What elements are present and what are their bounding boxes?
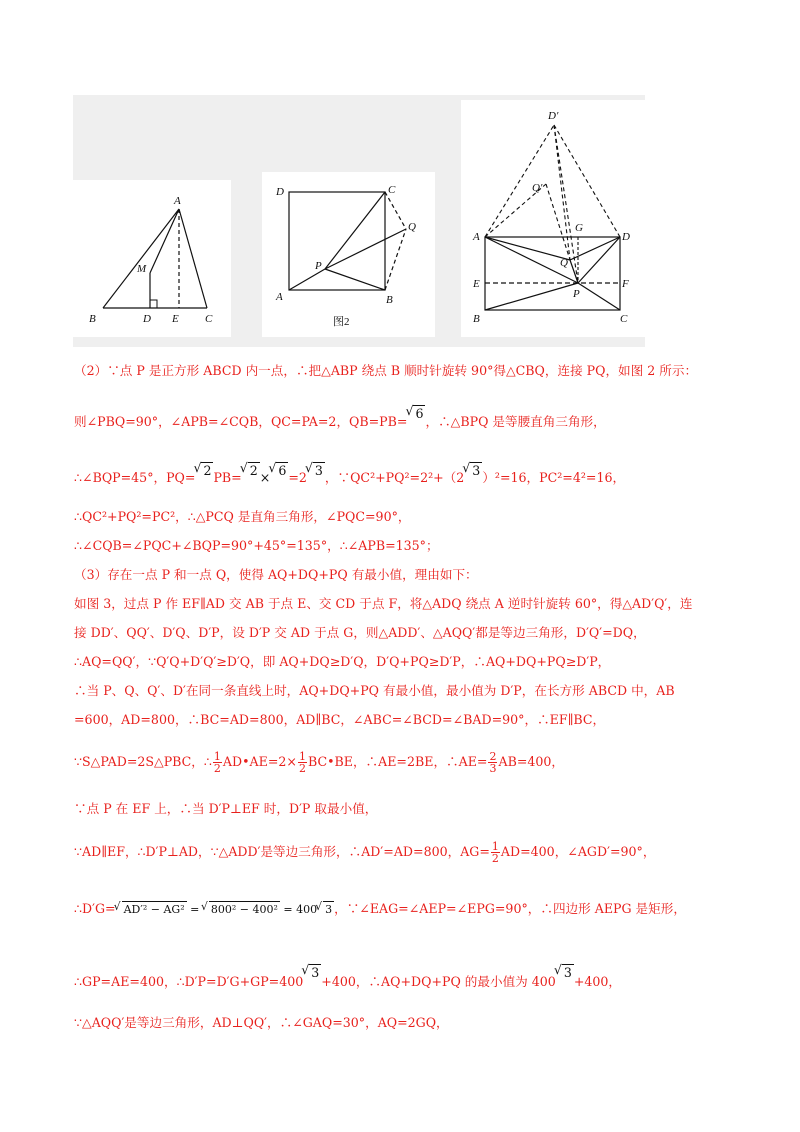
- frac-two-thirds-den: 3: [489, 762, 497, 775]
- l2-text-b: ，∴△BPQ 是等腰直角三角形，: [425, 414, 606, 429]
- fig2-label-d: D: [276, 186, 284, 198]
- solution-line-15: [74, 901, 686, 918]
- solution-line-4: ∴QC²+PQ²=PC²，∴△PCQ 是直角三角形，∠PQC=90°，: [74, 509, 411, 524]
- frac-two-thirds-num: 2: [489, 750, 497, 763]
- fig3-label-d: D: [622, 231, 630, 243]
- sqrt-ad-ag: √ AD′² − AG²: [122, 901, 187, 918]
- figure-1-triangle: [73, 180, 231, 337]
- solution-line-17: ∵△AQQ′是等边三角形，AD⊥QQ′，∴∠GAQ=30°，AQ=2GQ，: [74, 1015, 449, 1030]
- figure-2-square: [262, 172, 435, 337]
- l12-text-a: ∵S△PAD=2S△PBC，∴: [74, 754, 212, 769]
- fig2-label-b: B: [386, 294, 393, 306]
- fig3-label-b: B: [473, 313, 480, 325]
- figure-3-svg: [461, 100, 645, 337]
- sqrt-3-b: √ 3: [470, 462, 482, 479]
- frac-half-c-num: 1: [491, 840, 499, 853]
- l15-text-a: ∴D′G=: [74, 901, 116, 916]
- frac-half-a: [213, 751, 222, 774]
- solution-line-16: [74, 965, 622, 990]
- fig3-label-g: G: [575, 222, 583, 234]
- frac-half-c-den: 2: [491, 852, 499, 865]
- l3-text-f: ）²=16，PC²=4²=16，: [482, 470, 626, 485]
- fig2-label-a: A: [276, 291, 283, 303]
- solution-line-13: ∵点 P 在 EF 上，∴当 D′P⊥EF 时，D′P 取最小值，: [74, 801, 378, 816]
- fig3-label-a: A: [473, 231, 480, 243]
- fig3-label-p: P: [573, 288, 580, 300]
- sqrt-800-400: √ 800² − 400²: [209, 901, 280, 918]
- fig2-label-p: P: [315, 260, 322, 272]
- frac-half-a-num: 1: [213, 750, 221, 763]
- solution-line-3: [74, 463, 626, 486]
- fig1-label-b: B: [89, 313, 96, 325]
- frac-half-b-num: 1: [298, 750, 306, 763]
- fig1-label-m: M: [137, 263, 147, 275]
- l12-text-b: AD•AE=2×: [222, 754, 297, 769]
- l3-times: ×: [259, 470, 271, 485]
- l12-text-c: BC•BE，∴AE=2BE，∴AE=: [307, 754, 488, 769]
- l3-text-a: ∴∠BQP=45°，PQ=: [74, 470, 196, 485]
- fig3-label-e: E: [473, 278, 480, 290]
- solution-line-2: [74, 406, 606, 430]
- sqrt-2-a: √ 2: [201, 462, 213, 479]
- sqrt-6: √ 6: [413, 405, 425, 422]
- sqrt-3-a: √ 3: [313, 462, 325, 479]
- l3-text-b: PB=: [213, 470, 242, 485]
- frac-two-thirds: [488, 751, 497, 774]
- solution-line-9: ∴AQ=QQ′，∵Q′Q+D′Q′≥D′Q，即 AQ+DQ≥D′Q，D′Q+PQ≥D′P，∴AQ+DQ+PQ≥D′P，: [74, 654, 611, 669]
- fig1-label-d: D: [143, 313, 151, 325]
- solution-line-7: 如图 3，过点 P 作 EF∥AD 交 AB 于点 E、交 CD 于点 F，将△ADQ 绕点 A 逆时针旋转 60°，得△AD′Q′，连: [74, 596, 693, 611]
- figure-2-svg: [262, 172, 435, 337]
- frac-half-a-den: 2: [213, 762, 221, 775]
- solution-text: [74, 355, 734, 1030]
- l12-text-e: AB=400，: [498, 754, 565, 769]
- fig2-caption: 图2: [333, 316, 350, 328]
- fig1-label-e: E: [172, 313, 179, 325]
- l15-text-c: ，∵∠EAG=∠AEP=∠EPG=90°，∴四边形 AEPG 是矩形，: [334, 901, 686, 916]
- l3-text-d: =2: [288, 470, 307, 485]
- figure-1-svg: [73, 180, 231, 337]
- frac-half-b-den: 2: [298, 762, 306, 775]
- frac-half-c: [491, 841, 500, 864]
- fig1-label-a: A: [174, 195, 181, 207]
- l16-text-b: +400，∴AQ+DQ+PQ 的最小值为 400: [321, 974, 556, 989]
- fig3-label-f: F: [622, 278, 629, 290]
- sqrt-3-e: √ 3: [562, 964, 574, 981]
- fig2-label-c: C: [388, 184, 396, 196]
- solution-line-10: ∴当 P、Q、Q′、D′在同一条直线上时，AQ+DQ+PQ 有最小值，最小值为 D′P，在长方形 ABCD 中，AB: [74, 683, 675, 698]
- l15-eq: =: [186, 903, 203, 916]
- l14-text-a: ∵AD∥EF，∴D′P⊥AD，∵△ADD′是等边三角形，∴AD′=AD=800，AG=: [74, 844, 490, 859]
- l3-text-e: ，∵QC²+PQ²=2²+（2: [324, 470, 465, 485]
- fig3-label-qprime: Q′: [532, 182, 543, 194]
- solution-line-6: （3）存在一点 P 和一点 Q，使得 AQ+DQ+PQ 有最小值，理由如下：: [74, 567, 478, 582]
- l14-text-b: AD=400，∠AGD′=90°，: [500, 844, 656, 859]
- sqrt-3-c: √ 3: [323, 901, 334, 918]
- l15-text-b: = 400: [279, 903, 318, 916]
- solution-line-14: [74, 841, 655, 864]
- sqrt-6-b: √ 6: [276, 462, 288, 479]
- sqrt-3-d: √ 3: [309, 964, 321, 981]
- solution-line-12: [74, 751, 564, 774]
- solution-line-1: （2）∵点 P 是正方形 ABCD 内一点，∴把△ABP 绕点 B 顺时针旋转 90°得△CBQ，连接 PQ，如图 2 所示：: [74, 363, 698, 378]
- sqrt-2-b: √ 2: [248, 462, 260, 479]
- frac-half-b: [298, 751, 307, 774]
- fig3-label-q: Q: [560, 257, 568, 269]
- solution-line-8: 接 DD′、QQ′、D′Q、D′P，设 D′P 交 AD 于点 G，则△ADD′、△AQQ′都是等边三角形，D′Q′=DQ，: [74, 625, 646, 640]
- solution-line-11: =600，AD=800，∴BC=AD=800，AD∥BC，∠ABC=∠BCD=∠BAD=90°，∴EF∥BC，: [74, 712, 606, 727]
- l16-text-c: +400，: [573, 974, 622, 989]
- fig3-label-c: C: [620, 313, 628, 325]
- solution-line-5: ∴∠CQB=∠PQC+∠BQP=90°+45°=135°，∴∠APB=135°；: [74, 538, 439, 553]
- fig2-label-q: Q: [408, 221, 416, 233]
- l16-text-a: ∴GP=AE=400，∴D′P=D′G+GP=400: [74, 974, 304, 989]
- fig3-label-dprime: D′: [548, 110, 559, 122]
- fig1-label-c: C: [205, 313, 213, 325]
- figure-3-rectangle: [461, 100, 645, 337]
- l2-text-a: 则∠PBQ=90°，∠APB=∠CQB，QC=PA=2，QB=PB=: [74, 414, 408, 429]
